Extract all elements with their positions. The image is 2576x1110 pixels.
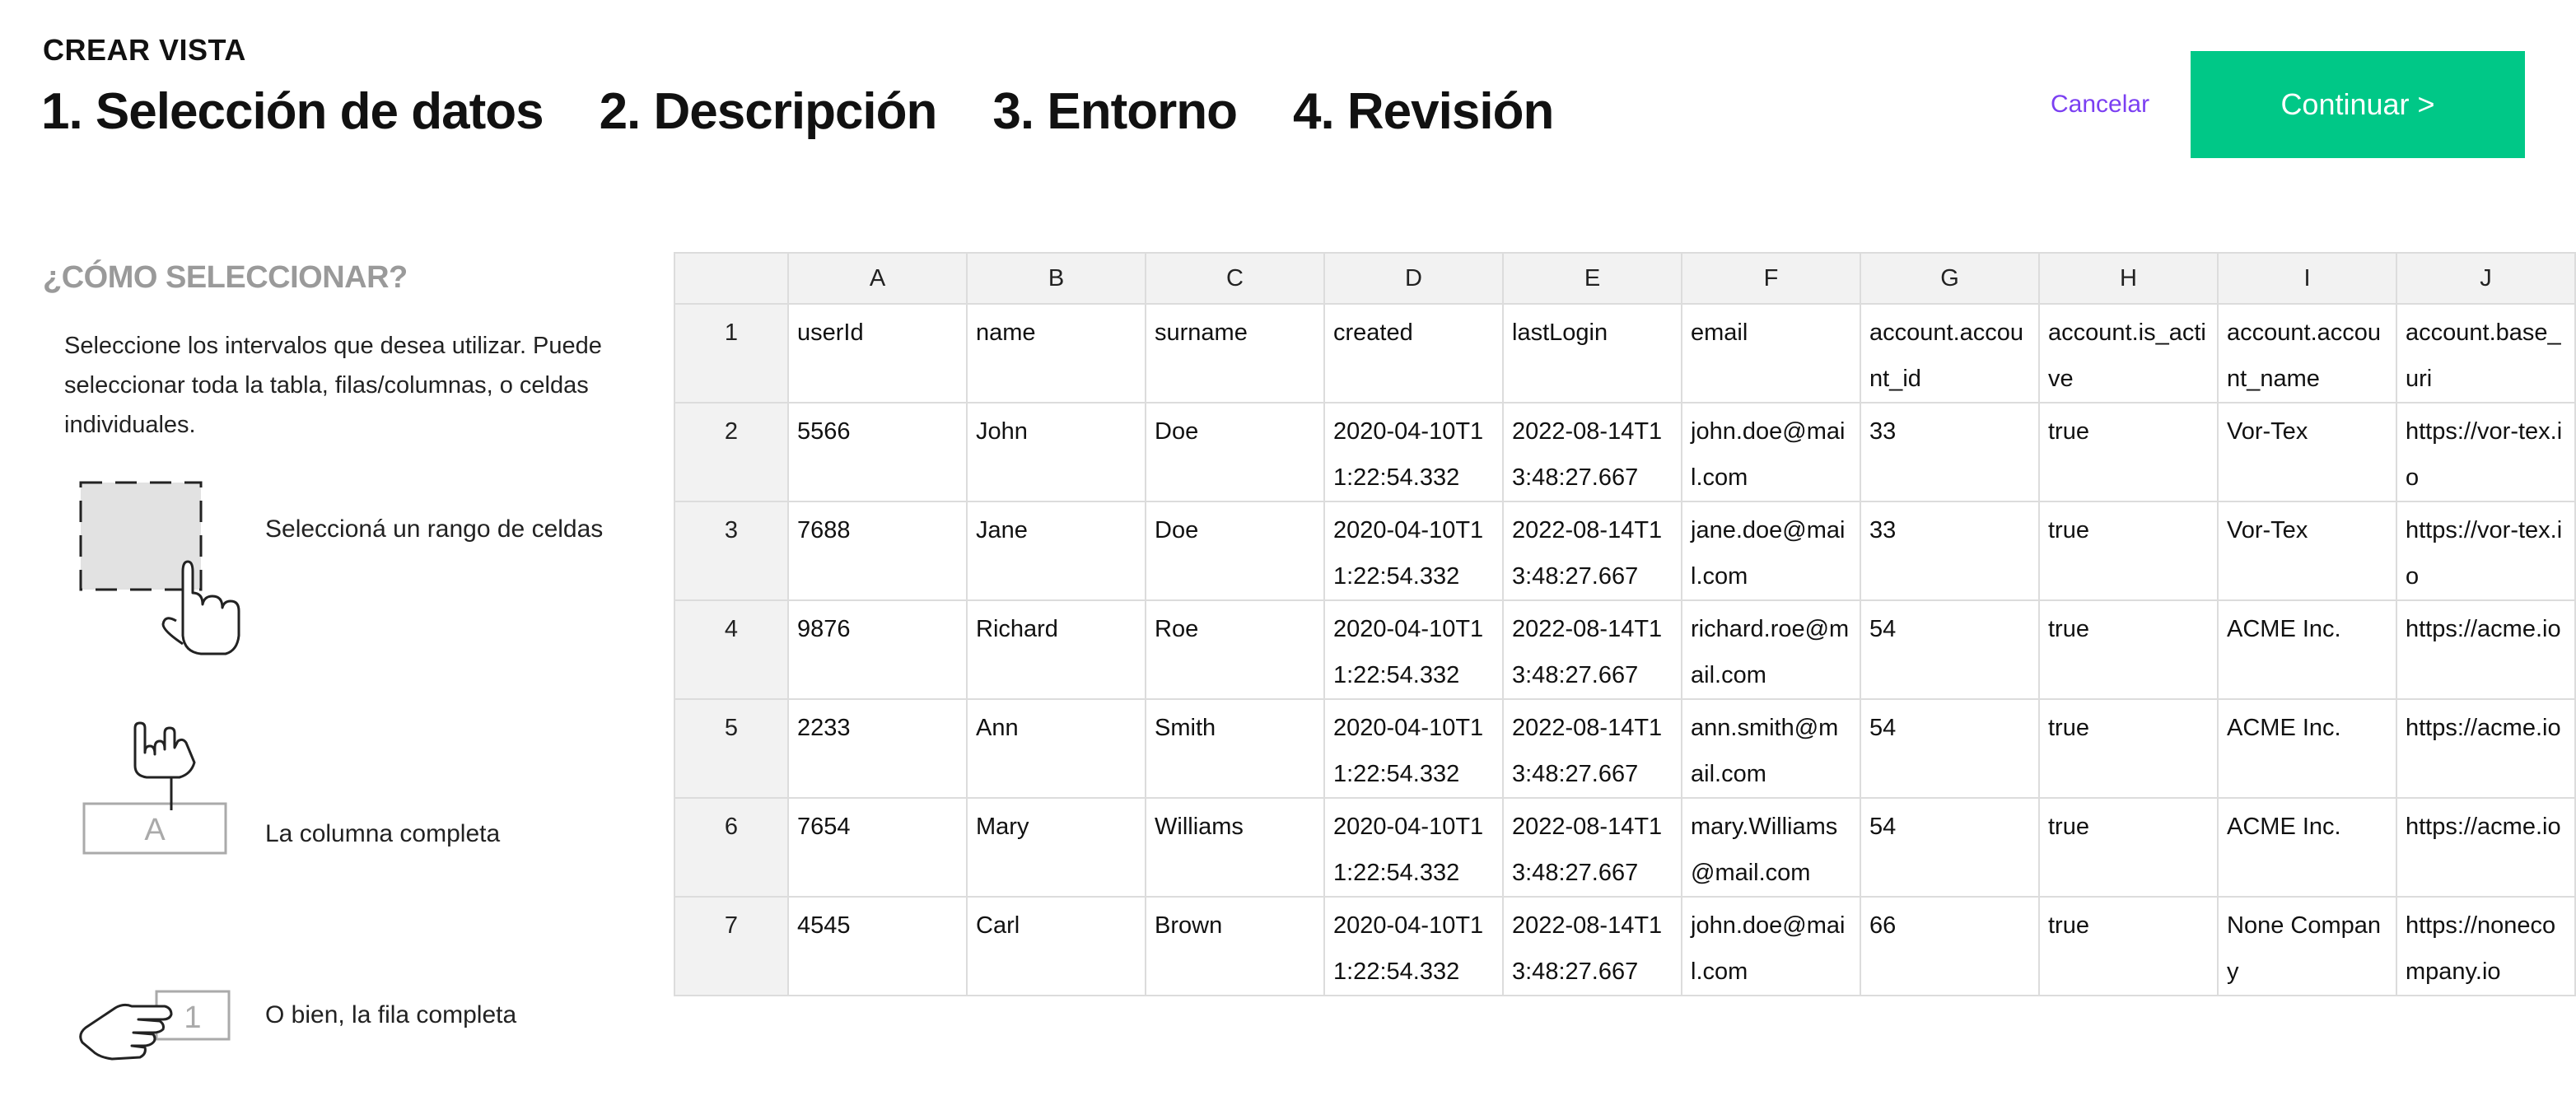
table-cell[interactable]: 2022-08-14T13:48:27.667 [1503,798,1682,897]
table-cell[interactable]: true [2039,699,2218,798]
table-cell[interactable]: Smith [1146,699,1324,798]
column-header-b[interactable]: B [967,253,1146,304]
row-header[interactable]: 4 [674,600,788,699]
hand-select-range-icon [77,479,242,660]
column-header-d[interactable]: D [1324,253,1503,304]
table-cell[interactable]: richard.roe@mail.com [1682,600,1860,699]
table-row[interactable] [674,699,2575,798]
table-cell[interactable]: Ann [967,699,1146,798]
column-header-j[interactable]: J [2396,253,2575,304]
table-cell[interactable]: Roe [1146,600,1324,699]
table-cell[interactable]: 2022-08-14T13:48:27.667 [1503,699,1682,798]
row-marker-label: 1 [184,1000,202,1035]
table-cell[interactable]: Mary [967,798,1146,897]
table-cell[interactable]: john.doe@mail.com [1682,897,1860,996]
table-cell[interactable]: 33 [1860,403,2039,501]
column-marker-label: A [144,813,166,847]
row-header[interactable]: 1 [674,304,788,403]
help-description: Seleccione los intervalos que desea utilizar. Puede seleccionar toda la tabla, filas/columnas, o celdas individuales. [64,333,602,438]
page-title: CREAR VISTA [43,33,246,67]
table-row[interactable] [674,403,2575,501]
table-cell[interactable]: 2022-08-14T13:48:27.667 [1503,501,1682,600]
table-cell[interactable]: John [967,403,1146,501]
step-environment[interactable]: 3. Entorno [992,83,1237,140]
table-cell[interactable]: Doe [1146,501,1324,600]
table-cell[interactable]: account.is_active [2039,304,2218,403]
row-header[interactable]: 2 [674,403,788,501]
cancel-button[interactable]: Cancelar [2051,91,2150,118]
tip-range-label: Seleccioná un rango de celdas [265,515,604,543]
table-cell[interactable]: 66 [1860,897,2039,996]
table-cell[interactable]: 54 [1860,699,2039,798]
table-cell[interactable]: ann.smith@mail.com [1682,699,1860,798]
table-cell[interactable]: account.base_uri [2396,304,2575,403]
table-cell[interactable]: https://acme.io [2396,600,2575,699]
table-cell[interactable]: Vor-Tex [2218,501,2396,600]
table-row[interactable] [674,897,2575,996]
table-cell[interactable]: john.doe@mail.com [1682,403,1860,501]
step-description[interactable]: 2. Descripción [599,83,937,140]
table-cell[interactable]: 2022-08-14T13:48:27.667 [1503,403,1682,501]
table-cell[interactable]: true [2039,798,2218,897]
table-cell[interactable]: true [2039,897,2218,996]
data-spreadsheet[interactable] [674,252,2563,985]
row-header[interactable]: 6 [674,798,788,897]
table-row[interactable] [674,600,2575,699]
table-cell[interactable]: created [1324,304,1503,403]
table-cell[interactable]: Richard [967,600,1146,699]
column-header-f[interactable]: F [1682,253,1860,304]
table-cell[interactable]: https://acme.io [2396,699,2575,798]
step-review[interactable]: 4. Revisión [1292,83,1554,140]
column-header-row [674,253,2575,304]
column-header-e[interactable]: E [1503,253,1682,304]
table-cell[interactable]: 4545 [788,897,967,996]
wizard-steps [41,82,1553,141]
table-cell[interactable]: 9876 [788,600,967,699]
table-cell[interactable]: true [2039,600,2218,699]
step-data-selection[interactable]: 1. Selección de datos [41,83,544,140]
table-cell[interactable]: https://vor-tex.io [2396,403,2575,501]
column-header-g[interactable]: G [1860,253,2039,304]
table-cell[interactable]: email [1682,304,1860,403]
table-cell[interactable]: lastLogin [1503,304,1682,403]
table-cell[interactable]: Doe [1146,403,1324,501]
table-cell[interactable]: ACME Inc. [2218,699,2396,798]
hand-select-row-icon [74,985,232,1064]
table-cell[interactable]: account.account_name [2218,304,2396,403]
column-header-c[interactable]: C [1146,253,1324,304]
tip-column-label: La columna completa [265,820,501,847]
corner-cell[interactable] [674,253,788,304]
table-row[interactable] [674,798,2575,897]
table-cell[interactable]: 2022-08-14T13:48:27.667 [1503,600,1682,699]
table-cell[interactable]: https://nonecompany.io [2396,897,2575,996]
table-cell[interactable]: 2020-04-10T11:22:54.332 [1324,600,1503,699]
table-cell[interactable]: 2020-04-10T11:22:54.332 [1324,699,1503,798]
table-cell[interactable]: Brown [1146,897,1324,996]
table-cell[interactable]: https://acme.io [2396,798,2575,897]
table-cell[interactable]: 2020-04-10T11:22:54.332 [1324,798,1503,897]
table-cell[interactable]: true [2039,501,2218,600]
table-cell[interactable]: userId [788,304,967,403]
table-cell[interactable]: 2020-04-10T11:22:54.332 [1324,897,1503,996]
table-cell[interactable]: account.account_id [1860,304,2039,403]
table-cell[interactable]: 7688 [788,501,967,600]
table-cell[interactable]: name [967,304,1146,403]
table-cell[interactable]: 2233 [788,699,967,798]
table-cell[interactable]: jane.doe@mail.com [1682,501,1860,600]
table-cell[interactable]: 2022-08-14T13:48:27.667 [1503,897,1682,996]
column-header-i[interactable]: I [2218,253,2396,304]
table-cell[interactable]: ACME Inc. [2218,798,2396,897]
row-header[interactable]: 7 [674,897,788,996]
continue-button[interactable]: Continuar > [2191,51,2525,158]
table-cell[interactable]: 33 [1860,501,2039,600]
table-cell[interactable]: Carl [967,897,1146,996]
table-cell[interactable]: true [2039,403,2218,501]
table-cell[interactable]: 5566 [788,403,967,501]
column-header-h[interactable]: H [2039,253,2218,304]
hand-select-column-icon [81,725,231,856]
table-cell[interactable]: 54 [1860,798,2039,897]
table-cell[interactable]: Williams [1146,798,1324,897]
table-row[interactable] [674,501,2575,600]
table-cell[interactable]: Jane [967,501,1146,600]
table-cell[interactable]: ACME Inc. [2218,600,2396,699]
table-cell[interactable]: https://vor-tex.io [2396,501,2575,600]
table-row[interactable] [674,304,2575,403]
table-cell[interactable]: None Company [2218,897,2396,996]
row-header[interactable]: 5 [674,699,788,798]
column-header-a[interactable]: A [788,253,967,304]
table-cell[interactable]: 2020-04-10T11:22:54.332 [1324,403,1503,501]
table-cell[interactable]: mary.Williams@mail.com [1682,798,1860,897]
table-cell[interactable]: Vor-Tex [2218,403,2396,501]
table-cell[interactable]: 54 [1860,600,2039,699]
table-cell[interactable]: surname [1146,304,1324,403]
table-cell[interactable]: 2020-04-10T11:22:54.332 [1324,501,1503,600]
tip-row-label: O bien, la fila completa [265,1001,517,1028]
table-cell[interactable]: 7654 [788,798,967,897]
row-header[interactable]: 3 [674,501,788,600]
help-title: ¿CÓMO SELECCIONAR? [43,260,408,295]
